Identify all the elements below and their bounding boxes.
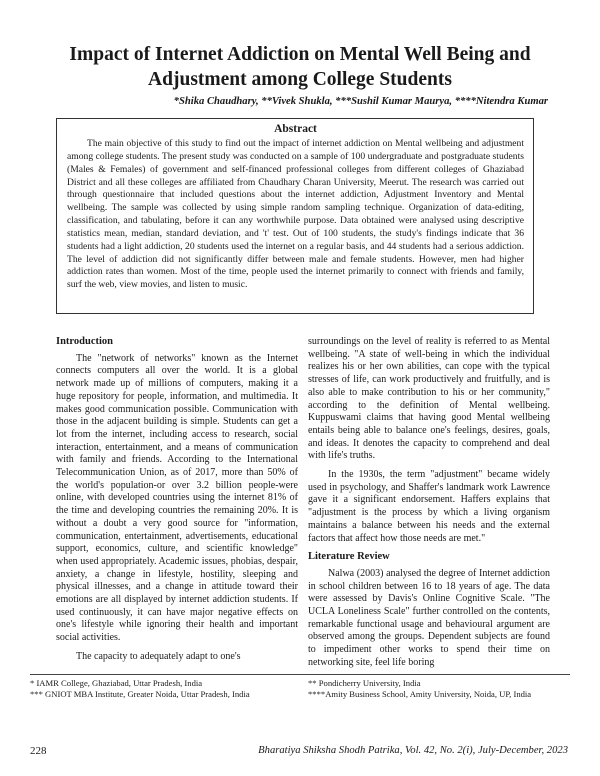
- abstract-heading: Abstract: [274, 123, 317, 135]
- literature-review-heading: Literature Review: [308, 551, 390, 563]
- literature-review-paragraph: Nalwa (2003) analysed the degree of Internet addiction in school children between 16 to 18 years of age. The data were assessed by Davis's Online Cognitive Scale. "The UCLA Loneliness Scale" further controlled on the contents, remarkable functional usage and behavioural argument are observed among the groups. Dependent subjects are found to impediment other works to spend their time on networking site, feel life boring: [308, 567, 550, 668]
- abstract-box: [56, 118, 534, 314]
- adjustment-paragraph: In the 1930s, the term "adjustment" became widely used in psychology, and Shaffer's landmark work Lawrence gave it a significant endorsement. Haffers explains that "adjustment is the process by which a living organism maintains a balance between his needs and the external factors that affect how those needs are met.": [308, 469, 550, 544]
- journal-citation: Bharatiya Shiksha Shodh Patrika, Vol. 42, No. 2(i), July-December, 2023: [258, 745, 568, 756]
- right-column: [308, 336, 550, 676]
- footnote-2: ** Pondicherry University, India: [308, 678, 421, 688]
- introduction-paragraph-2: The capacity to adequately adapt to one's: [76, 650, 241, 662]
- introduction-paragraph-1: The "network of networks" known as the Internet connects computers all over the world. It is a global network made up of millions of computers, making it a huge repository for people, information, and multimedia. It makes good communication possible. Communication with those in the adjacent building is simple. Students can get a lot from the internet, including access to research, social interaction, entertainment, and a means of communication with family and friends. According to the International Telecommunication Union, as of 2017, more than 50% of the world's population-or over 3.2 billion people-were online, with developed countries using the internet 81% of the time and developing countries the remaining 20%. It is without a doubt a very good source for "information, communication, entertainment, advertisements, educational support, economics, culture, and scientific knowledge" when used appropriately. Academic issues, phobias, despair, anxiety, a change in lifestyle, hostility, sleeping and physical illnesses, and a change in attitude toward their emotions are all displayed by internet addiction students. If used continuously, it can have major negative effects on one's lifestyle while ignoring their health and important social activities.: [56, 352, 298, 644]
- footnote-divider: [30, 674, 570, 675]
- footnote-4: ****Amity Business School, Amity University, Noida, UP, India: [308, 689, 532, 699]
- paper-title: Impact of Internet Addiction on Mental Well Being and Adjustment among College Students: [69, 44, 531, 90]
- footnote-1: * IAMR College, Ghaziabad, Uttar Pradesh, India: [30, 678, 203, 688]
- introduction-heading: Introduction: [56, 336, 113, 347]
- footnote-3: *** GNIOT MBA Institute, Greater Noida, Uttar Pradesh, India: [30, 689, 250, 699]
- author-list: *Shika Chaudhary, **Vivek Shukla, ***Sushil Kumar Maurya, ****Nitendra Kumar: [173, 96, 548, 107]
- abstract-text: The main objective of this study to find out the impact of internet addiction on Mental wellbeing and adjustment among college students. The present study was conducted on a sample of 100 undergraduate and postgraduate students (Males & Females) of government and self-financed professional colleges from different colleges of Ghaziabad District and all these colleges are affiliated from Chaudhary Charan University, Meerut. The research was carried out through questionnaire that included questions about the internet addiction, Adjustment Inventory and Mental wellbeing. The sample was collected by using simple random sampling technique. Organization of data-editing, classification, and tabulating, before it can any worthwhile purpose. Data obtained were analysed using descriptive statistics mean, median, standard deviation, and 't' test. Out of 100 students, the study's findings indicate that 36 students had a light addiction, 20 students used the internet on a regular basis, and 44 students had a serious addiction. The level of addiction did not significantly differ between male and female students. However, men had higher addiction rates than women. Most of the time, people used the internet primarily to connect with friends and family, surf the web, view movies, and listen to music.: [67, 138, 524, 291]
- left-column: [56, 336, 298, 670]
- page-number: 228: [30, 745, 47, 757]
- mental-wellbeing-paragraph: surroundings on the level of reality is referred to as Mental wellbeing. "A state of well-being in which the individual realizes his or her own abilities, can cope with the typical stresses of life, can work productively and fruitfully, and is also able to make contribution to his or her community," according to the definition of Mental wellbeing. Kuppuswami claims that having good Mental wellbeing entails being able to balance one's feelings, desires, goals, and ideas. It denotes the capacity to comprehend and deal with life's truths.: [308, 336, 550, 462]
